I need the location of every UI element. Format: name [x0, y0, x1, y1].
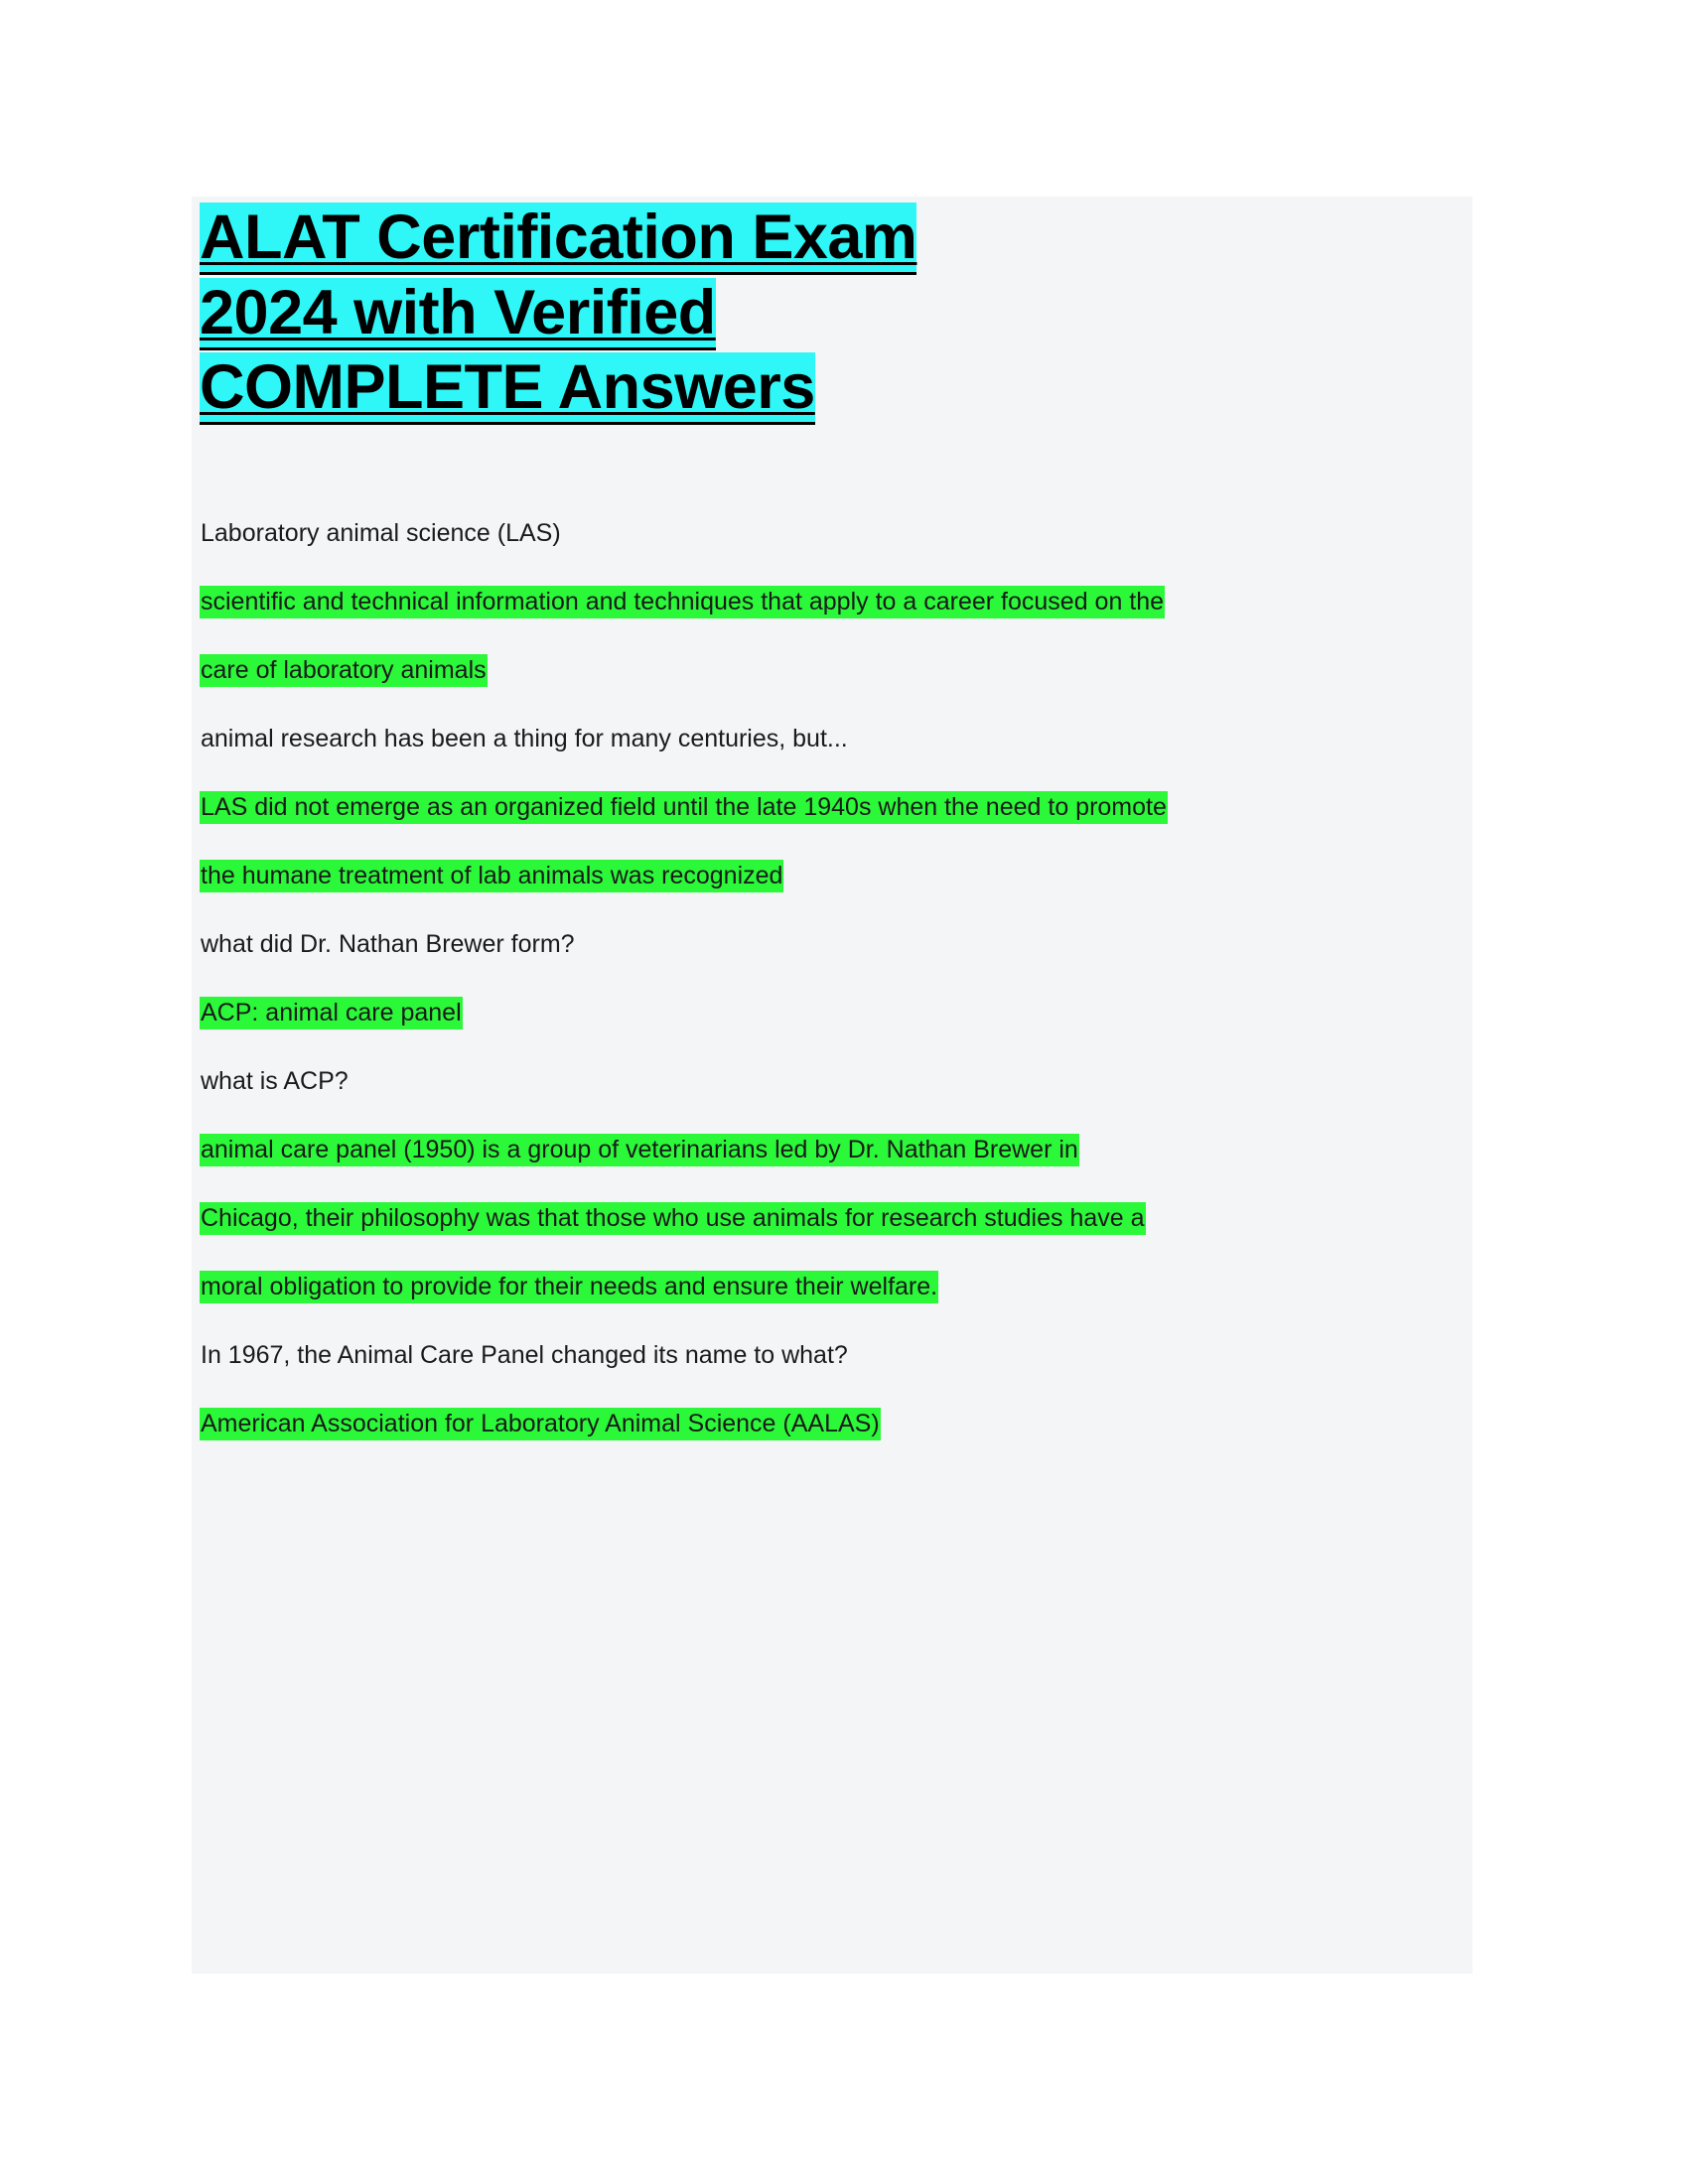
line-gap: [192, 957, 1473, 1001]
qa-line-text: what is ACP?: [201, 1066, 349, 1095]
qa-line-text: the humane treatment of lab animals was recognized: [200, 860, 783, 892]
document-content: [192, 197, 1473, 1436]
line-gap: [192, 1231, 1473, 1275]
page-title-line-2: [200, 276, 1202, 351]
line-gap: [192, 751, 1473, 795]
qa-line: [192, 587, 1473, 615]
line-gap: [192, 1368, 1473, 1412]
qa-line-text: moral obligation to provide for their needs and ensure their welfare.: [200, 1271, 938, 1303]
qa-list: [192, 518, 1473, 1437]
qa-line-text: animal care panel (1950) is a group of veterinarians led by Dr. Nathan Brewer in: [200, 1134, 1079, 1166]
qa-line-text: Laboratory animal science (LAS): [201, 518, 561, 547]
qa-line: [192, 1203, 1473, 1232]
qa-line-text: scientific and technical information and techniques that apply to a career focused on the: [200, 586, 1165, 618]
line-gap: [192, 1299, 1473, 1343]
line-gap: [192, 683, 1473, 727]
qa-line-text: In 1967, the Animal Care Panel changed its name to what?: [201, 1340, 848, 1369]
page-title-line-1-text: ALAT Certification Exam: [200, 203, 917, 272]
qa-line: [192, 724, 1473, 752]
qa-line: [192, 1135, 1473, 1163]
qa-line: [192, 518, 1473, 547]
page-title-line-3: [200, 350, 1202, 426]
qa-line-text: American Association for Laboratory Animal Science (AALAS): [200, 1408, 881, 1440]
page-title-line-3-text: COMPLETE Answers: [200, 352, 815, 423]
line-gap: [192, 1162, 1473, 1206]
qa-line-text: animal research has been a thing for many centuries, but...: [201, 724, 848, 752]
line-gap: [192, 1094, 1473, 1138]
line-gap: [192, 546, 1473, 590]
qa-line: [192, 861, 1473, 889]
qa-line-text: what did Dr. Nathan Brewer form?: [201, 929, 575, 958]
qa-line: [192, 655, 1473, 684]
line-gap: [192, 888, 1473, 932]
document-page: [192, 197, 1473, 1974]
page-title-line-2-text: 2024 with Verified: [200, 277, 716, 347]
line-gap: [192, 820, 1473, 864]
page-title-line-1: [200, 201, 1202, 276]
line-gap: [192, 1025, 1473, 1069]
qa-line: [192, 929, 1473, 958]
qa-line: [192, 1340, 1473, 1369]
qa-line: [192, 792, 1473, 821]
page-title: [200, 197, 1202, 426]
title-body-spacer: [192, 426, 1473, 521]
qa-line: [192, 1409, 1473, 1437]
qa-line-text: care of laboratory animals: [200, 654, 488, 687]
qa-line: [192, 1066, 1473, 1095]
qa-line-text: Chicago, their philosophy was that those who use animals for research studies have a: [200, 1202, 1146, 1235]
qa-line-text: ACP: animal care panel: [200, 997, 463, 1029]
qa-line-text: LAS did not emerge as an organized field until the late 1940s when the need to promote: [200, 791, 1168, 824]
qa-line: [192, 1272, 1473, 1300]
line-gap: [192, 614, 1473, 658]
qa-line: [192, 998, 1473, 1026]
